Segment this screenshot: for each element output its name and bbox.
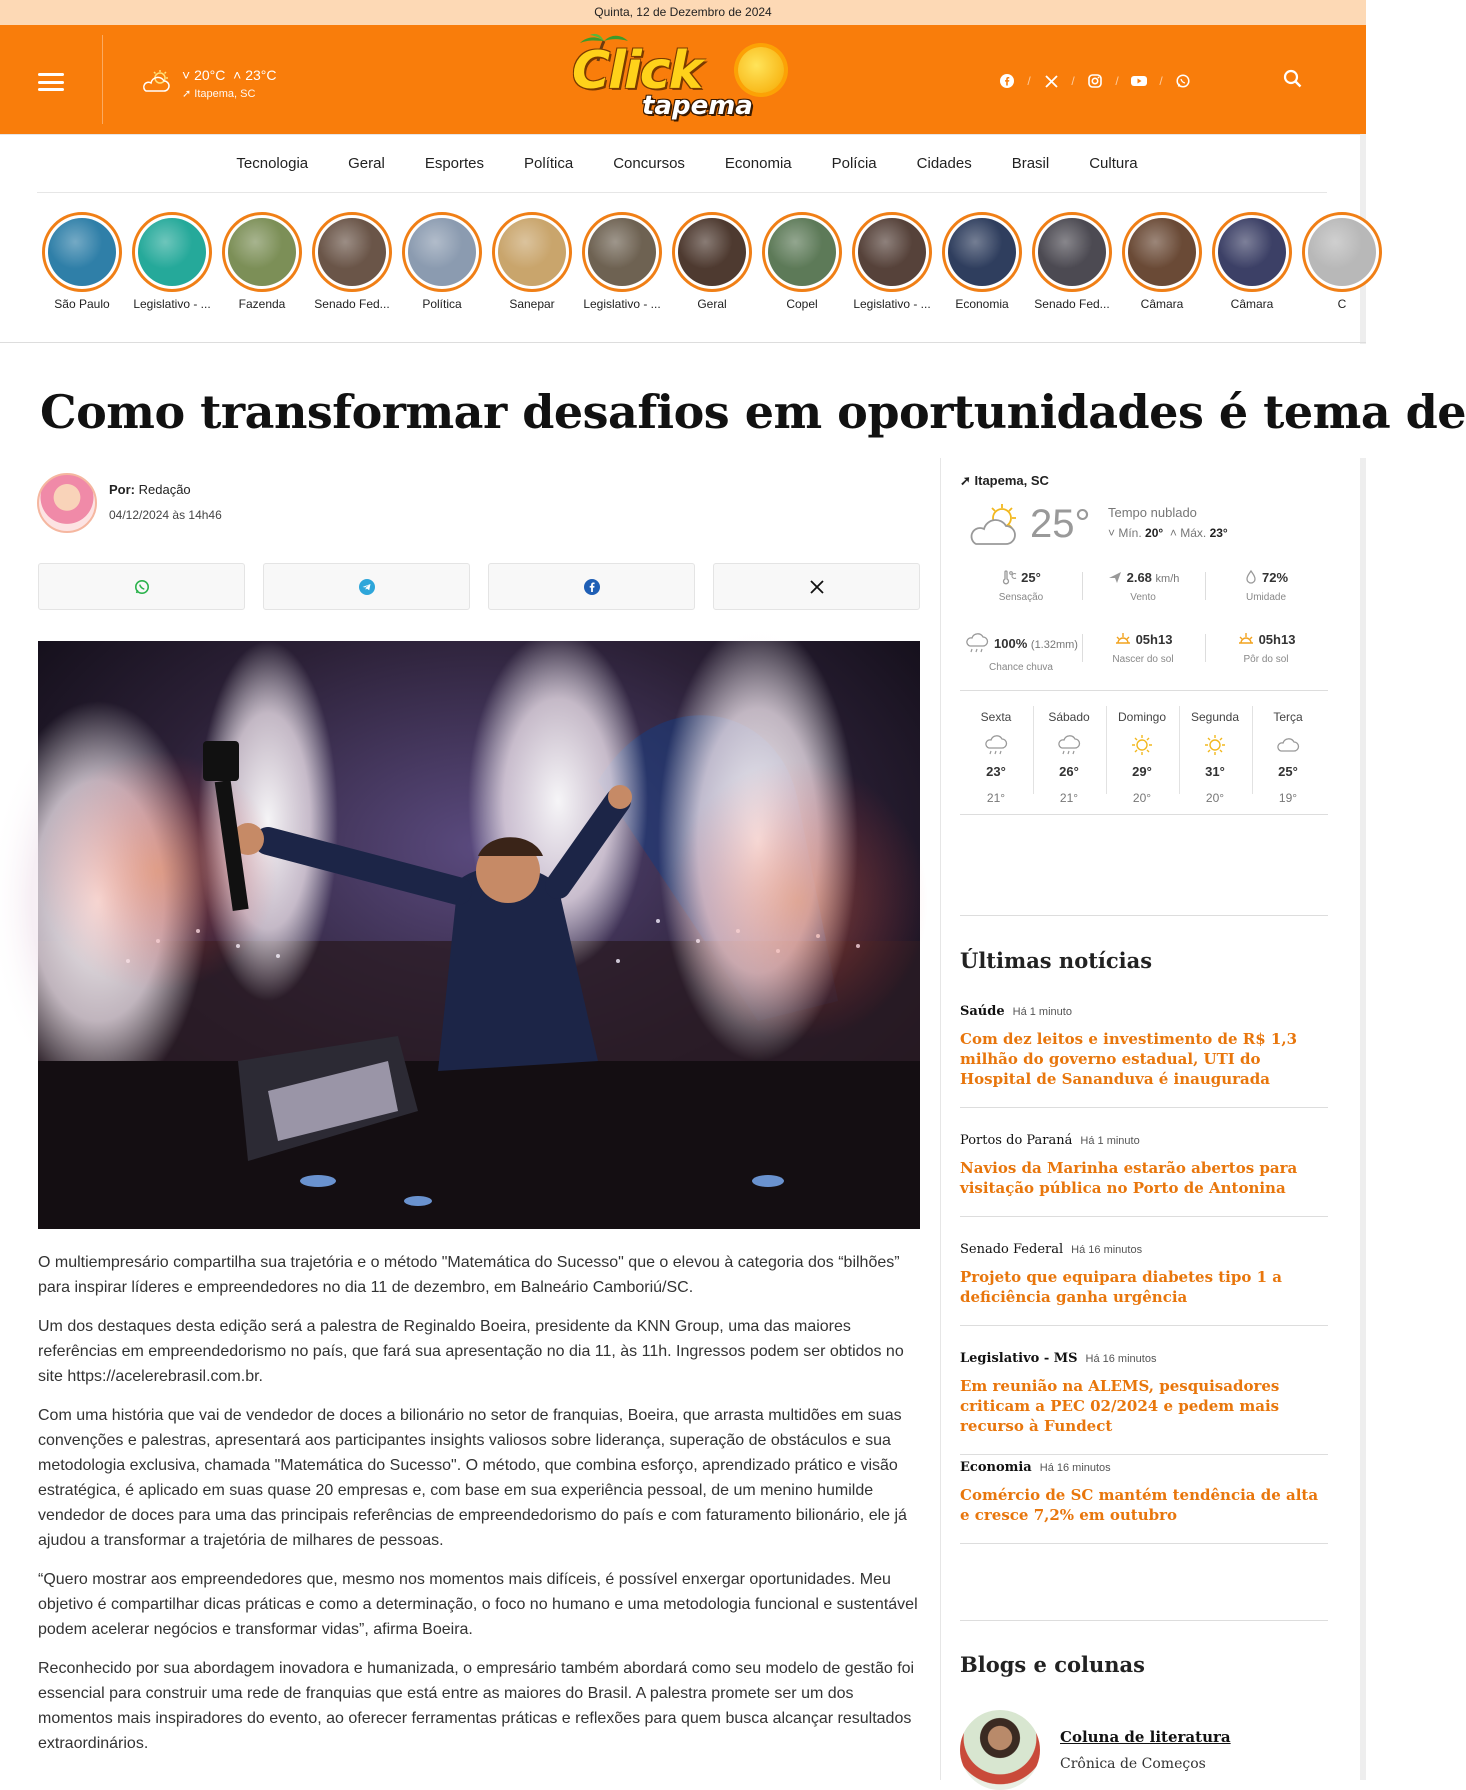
max-label: Máx. — [1180, 526, 1207, 540]
story-ring — [762, 212, 842, 292]
weather-stat — [1082, 632, 1204, 665]
story-thumbnail — [588, 218, 656, 286]
stat-value: 25° — [1021, 570, 1041, 585]
news-meta — [960, 1350, 1328, 1366]
weather-minmax: ˅ Mín. 20° ˄ Máx. 23° — [1108, 526, 1228, 540]
nav-item-brasil[interactable]: Brasil — [1011, 155, 1050, 172]
story-ring — [492, 212, 572, 292]
story-thumbnail — [48, 218, 116, 286]
logo-text-bottom: tapema — [642, 91, 753, 121]
forecast-min: 21° — [1059, 791, 1079, 805]
news-divider — [960, 1107, 1328, 1108]
stat-unit: (1.32mm) — [1030, 638, 1078, 651]
news-item[interactable] — [960, 1132, 1328, 1217]
stat-label: Pôr do sol — [1243, 654, 1289, 666]
x-icon — [810, 580, 824, 594]
story-ring — [1122, 212, 1202, 292]
news-item[interactable] — [960, 1459, 1328, 1544]
sun-mascot-icon — [738, 47, 784, 93]
event-stage-photo — [38, 641, 920, 1229]
story-ring — [1212, 212, 1292, 292]
header-location: ➚ Itapema, SC — [182, 88, 256, 100]
section-divider — [960, 915, 1328, 916]
story-item[interactable] — [217, 212, 307, 311]
nav-divider — [37, 192, 1327, 193]
story-item[interactable] — [757, 212, 847, 311]
story-label: Fazenda — [238, 297, 286, 311]
forecast-max: 31° — [1205, 764, 1225, 779]
sun-icon — [1129, 734, 1155, 756]
x-icon[interactable] — [1039, 70, 1063, 92]
nav-item-cultura[interactable]: Cultura — [1089, 155, 1138, 172]
forecast-max: 26° — [1059, 764, 1079, 779]
news-meta — [960, 1132, 1328, 1148]
story-carousel — [37, 212, 1347, 317]
nav-item-concursos[interactable]: Concursos — [613, 155, 685, 172]
news-category[interactable]: Economia — [960, 1460, 1032, 1475]
news-time: Há 1 minuto — [1080, 1135, 1140, 1147]
article-paragraph: “Quero mostrar aos empreendedores que, mesmo nos momentos mais difíceis, é possível enxergar oportunidades. Meu objetivo é compartilhar dicas práticas e como a determinação, o foco no humano e uma metodologia funcional e sustentável podem acelerar negócios e transformar vidas”, afirma Boeira. — [38, 1571, 918, 1638]
article-headline: Como transformar desafios em oportunidades é tema de — [40, 385, 1466, 439]
stat-sep — [1205, 634, 1206, 662]
story-label: Legislativo - ... — [853, 297, 931, 311]
forecast-min: 20° — [1132, 791, 1152, 805]
story-item[interactable] — [307, 212, 397, 311]
thermometer-icon — [1001, 570, 1017, 587]
blog-author-avatar — [960, 1710, 1040, 1790]
news-item[interactable] — [960, 1241, 1328, 1326]
partly-cloudy-icon — [140, 69, 174, 95]
forecast-day — [1179, 710, 1251, 805]
forecast-max: 25° — [1278, 764, 1298, 779]
story-item[interactable] — [847, 212, 937, 311]
news-time: Há 16 minutos — [1071, 1244, 1143, 1256]
story-item[interactable] — [667, 212, 757, 311]
author-byline — [109, 482, 191, 497]
header-temps: ˅ 20°C ˄ 23°C — [182, 67, 277, 83]
news-time: Há 16 minutos — [1039, 1462, 1111, 1474]
whatsapp-icon[interactable] — [1171, 70, 1195, 92]
story-thumbnail — [228, 218, 296, 286]
story-label: Senado Fed... — [1034, 297, 1110, 311]
story-ring — [42, 212, 122, 292]
news-divider — [960, 1543, 1328, 1544]
news-meta — [960, 1003, 1328, 1019]
rain-cloud-icon — [983, 734, 1009, 756]
story-thumbnail — [678, 218, 746, 286]
story-thumbnail — [408, 218, 476, 286]
weather-bottom-divider — [960, 814, 1328, 815]
weather-divider — [960, 690, 1328, 691]
story-label: Legislativo - ... — [133, 297, 211, 311]
stat-label: Nascer do sol — [1112, 654, 1174, 666]
stat-value: 100% — [994, 635, 1028, 651]
stat-label: Chance chuva — [989, 662, 1053, 673]
weather-description: Tempo nublado — [1108, 505, 1197, 520]
weather-stat — [1205, 632, 1327, 665]
forecast-min: 20° — [1205, 791, 1225, 805]
social-sep: / — [1115, 74, 1119, 88]
story-ring — [222, 212, 302, 292]
weather-stat — [1082, 570, 1204, 603]
header-location-text: Itapema, SC — [194, 88, 256, 100]
share-whatsapp-button[interactable] — [38, 563, 245, 610]
story-ring — [132, 212, 212, 292]
logo-text-top: Click — [572, 41, 702, 101]
author-name[interactable]: Redação — [138, 482, 191, 497]
story-ring — [672, 212, 752, 292]
weather-location: ➚ Itapema, SC — [960, 473, 1049, 488]
story-thumbnail — [138, 218, 206, 286]
news-time: Há 16 minutos — [1085, 1353, 1157, 1365]
news-category[interactable]: Legislativo - MS — [960, 1351, 1078, 1366]
blog-subtitle[interactable]: Crônica de Começos — [1060, 1756, 1206, 1772]
story-label: São Paulo — [54, 297, 110, 311]
header-divider — [102, 35, 103, 124]
story-ring — [582, 212, 662, 292]
story-label: Copel — [786, 297, 818, 311]
blog-title[interactable]: Coluna de literatura — [1060, 1728, 1231, 1746]
story-thumbnail — [498, 218, 566, 286]
stat-value-row — [960, 570, 1082, 587]
min-temp: 20° — [1145, 526, 1164, 540]
story-thumbnail — [768, 218, 836, 286]
nav-item-esportes[interactable]: Esportes — [424, 155, 485, 172]
story-item[interactable] — [577, 212, 667, 311]
forecast-sep — [1252, 706, 1253, 794]
article-body — [38, 1250, 920, 1770]
article-paragraph: Um dos destaques desta edição será a palestra de Reginaldo Boeira, presidente da KNN Group, uma das maiores referências em empreendedorismo no país, que fará sua apresentação no dia 11, às 11h. Ingressos podem ser obtidos no site https://acelerebrasil.com.br. — [38, 1318, 904, 1385]
story-item[interactable] — [1117, 212, 1207, 311]
story-label: Senado Fed... — [314, 297, 390, 311]
social-sep: / — [1159, 74, 1163, 88]
nav-item-cidades[interactable]: Cidades — [916, 155, 972, 172]
forecast-day-name: Terça — [1273, 710, 1303, 724]
sunset-icon — [1237, 632, 1255, 649]
stat-label: Sensação — [998, 592, 1044, 604]
social-sep: / — [1071, 74, 1075, 88]
stat-value: 05h13 — [1258, 632, 1296, 647]
article-paragraph: Com uma história que vai de vendedor de doces a bilionário no setor de franquias, Boeira, que arrasta multidões em suas convenções e palestras, apresentará aos participantes insights valiosos sobre liderança, superação de obstáculos e sua metodologia exclusiva, chamada "Matemática do Sucesso". O método, que combina esforço, aprendizado prático e visão estratégica, é aplicado em suas quase 20 empresas e, com base em sua experiência pessoal, de um menino humilde vendedor de doces para uma das principais referências de empreendedorismo do país e com faturamento bilionário, ele já ajudou a transformar a trajetória de milhares de pessoas. — [38, 1407, 907, 1549]
author-avatar[interactable] — [37, 473, 97, 533]
latest-news-title: Últimas notícias — [960, 948, 1153, 973]
forecast-day — [960, 710, 1032, 805]
news-divider — [960, 1454, 1328, 1455]
article-hero-image — [38, 641, 920, 1229]
forecast-day-name: Segunda — [1190, 710, 1240, 724]
story-label: Câmara — [1230, 297, 1274, 311]
stat-value: 72% — [1261, 570, 1289, 585]
nav-item-polícia[interactable]: Polícia — [831, 155, 877, 172]
search-icon[interactable] — [1282, 68, 1304, 90]
forecast-day — [1252, 710, 1324, 805]
news-divider — [960, 1325, 1328, 1326]
news-title-link[interactable]: Comércio de SC mantém tendência de alta e cresce 7,2% em outubro — [960, 1486, 1319, 1524]
news-time: Há 1 minuto — [1012, 1006, 1072, 1018]
weather-stat — [960, 570, 1082, 603]
news-meta — [960, 1459, 1328, 1475]
forecast-min: 19° — [1278, 791, 1298, 805]
page-scroll-edge — [1360, 458, 1366, 1780]
story-item[interactable] — [37, 212, 127, 311]
story-label: Economia — [955, 297, 1009, 311]
telegram-icon — [359, 579, 375, 595]
news-divider — [960, 1216, 1328, 1217]
stat-value-row — [1082, 632, 1204, 649]
story-label: Sanepar — [509, 297, 555, 311]
story-label: C — [1337, 297, 1347, 311]
header-min-temp: 20°C — [194, 67, 226, 83]
news-item[interactable] — [960, 1003, 1328, 1108]
story-thumbnail — [858, 218, 926, 286]
story-item[interactable] — [487, 212, 577, 311]
news-category[interactable]: Saúde — [960, 1004, 1005, 1019]
forecast-max: 23° — [986, 764, 1006, 779]
stat-value-row — [1082, 570, 1204, 587]
story-label: Geral — [697, 297, 727, 311]
story-thumbnail — [948, 218, 1016, 286]
facebook-icon — [584, 579, 600, 595]
nav-item-geral[interactable]: Geral — [348, 155, 385, 172]
news-title-link[interactable]: Navios da Marinha estarão abertos para visitação pública no Porto de Antonina — [960, 1159, 1298, 1197]
story-thumbnail — [1308, 218, 1376, 286]
site-logo[interactable] — [570, 33, 795, 129]
article-paragraph: O multiempresário compartilha sua trajetória e o método "Matemática do Sucesso" que o elevou à categoria dos “bilhões” para inspirar líderes e empreendedores no dia 11 de dezembro, em Balneário Camboriú/SC. — [38, 1254, 900, 1296]
story-item[interactable] — [1207, 212, 1297, 311]
forecast-day — [1033, 710, 1105, 805]
rain-cloud-icon — [964, 632, 990, 657]
stat-value-row — [1205, 632, 1327, 649]
story-item[interactable] — [127, 212, 217, 311]
story-item[interactable] — [1027, 212, 1117, 311]
stat-value: 2.68 — [1126, 570, 1152, 585]
share-facebook-button[interactable] — [488, 563, 695, 610]
story-thumbnail — [1218, 218, 1286, 286]
story-ring — [852, 212, 932, 292]
weather-stat — [960, 632, 1082, 673]
date-bar: Quinta, 12 de Dezembro de 2024 — [0, 0, 1366, 25]
sidebar-divider — [940, 458, 941, 1780]
story-label: Câmara — [1140, 297, 1184, 311]
news-title-link[interactable]: Em reunião na ALEMS, pesquisadores criticam a PEC 02/2024 e pedem mais recurso à Fundect — [960, 1377, 1280, 1435]
stat-label: Vento — [1130, 592, 1156, 604]
weather-location-text: Itapema, SC — [974, 473, 1049, 488]
story-thumbnail — [1038, 218, 1106, 286]
nav-item-tecnologia[interactable]: Tecnologia — [236, 155, 309, 172]
rain-cloud-icon — [1056, 734, 1082, 756]
stat-value-row — [1205, 570, 1327, 587]
max-temp: 23° — [1209, 526, 1228, 540]
article-paragraph: Reconhecido por sua abordagem inovadora e humanizada, o empresário também abordará como seu modelo de gestão foi essencial para construir uma rede de franquias que está entre as maiores do Brasil. A palestra promete ser um dos momentos mais inspiradores do evento, ao oferecer ferramentas práticas e reflexões para quem busca alcançar resultados extraordinários. — [38, 1660, 915, 1752]
forecast-day — [1106, 710, 1178, 805]
nav-item-economia[interactable]: Economia — [724, 155, 792, 172]
main-nav — [0, 134, 1366, 192]
story-item[interactable] — [1297, 212, 1387, 311]
sunrise-icon — [1114, 632, 1132, 649]
forecast-day-name: Sábado — [1048, 710, 1090, 724]
current-temp: 25° — [1030, 502, 1091, 546]
drop-icon — [1244, 570, 1258, 587]
forecast-day-name: Sexta — [980, 710, 1012, 724]
blogs-title: Blogs e colunas — [960, 1652, 1145, 1677]
story-item[interactable] — [937, 212, 1027, 311]
instagram-icon[interactable] — [1083, 70, 1107, 92]
header-max-temp: 23°C — [245, 67, 277, 83]
byline-label: Por: — [109, 482, 135, 497]
forecast-min: 21° — [986, 791, 1006, 805]
forecast-max: 29° — [1132, 764, 1152, 779]
story-label: Legislativo - ... — [583, 297, 661, 311]
menu-button[interactable] — [38, 73, 64, 91]
story-divider — [0, 342, 1366, 343]
news-item[interactable] — [960, 1350, 1328, 1455]
share-x-button[interactable] — [713, 563, 920, 610]
stat-sep — [1205, 572, 1206, 600]
facebook-icon[interactable] — [995, 70, 1019, 92]
stat-value: 05h13 — [1135, 632, 1173, 647]
news-category[interactable]: Portos do Paraná — [960, 1133, 1073, 1148]
stat-unit: km/h — [1155, 573, 1180, 585]
stat-sep — [1082, 572, 1083, 600]
cloud-icon — [1275, 734, 1301, 756]
story-item[interactable] — [397, 212, 487, 311]
stat-label: Umidade — [1245, 592, 1287, 604]
article-datetime: 04/12/2024 às 14h46 — [109, 508, 222, 522]
social-sep: / — [1027, 74, 1031, 88]
story-label: Política — [422, 297, 462, 311]
story-ring — [312, 212, 392, 292]
partly-cloudy-icon — [966, 502, 1026, 550]
blog-item[interactable] — [960, 1710, 1328, 1780]
stat-sep — [1082, 634, 1083, 662]
story-ring — [942, 212, 1022, 292]
wind-icon — [1107, 570, 1123, 587]
news-meta — [960, 1241, 1328, 1257]
forecast-sep — [1179, 706, 1180, 794]
forecast-sep — [1106, 706, 1107, 794]
section-divider — [960, 1620, 1328, 1621]
share-telegram-button[interactable] — [263, 563, 470, 610]
story-thumbnail — [1128, 218, 1196, 286]
story-thumbnail — [318, 218, 386, 286]
weather-stat — [1205, 570, 1327, 603]
stat-value-row — [960, 632, 1082, 657]
site-header — [0, 25, 1366, 134]
story-ring — [402, 212, 482, 292]
min-label: Mín. — [1118, 526, 1142, 540]
news-category[interactable]: Senado Federal — [960, 1242, 1064, 1257]
social-links — [995, 70, 1195, 92]
story-ring — [1032, 212, 1112, 292]
sun-icon — [1202, 734, 1228, 756]
story-ring — [1302, 212, 1382, 292]
news-title-link[interactable]: Com dez leitos e investimento de R$ 1,3 milhão do governo estadual, UTI do Hospital de Sananduva é inaugurada — [960, 1030, 1298, 1088]
whatsapp-icon — [134, 579, 150, 595]
youtube-icon[interactable] — [1127, 70, 1151, 92]
nav-item-política[interactable]: Política — [524, 155, 574, 172]
forecast-sep — [1033, 706, 1034, 794]
news-title-link[interactable]: Projeto que equipara diabetes tipo 1 a deficiência ganha urgência — [960, 1268, 1282, 1306]
forecast-day-name: Domingo — [1117, 710, 1167, 724]
